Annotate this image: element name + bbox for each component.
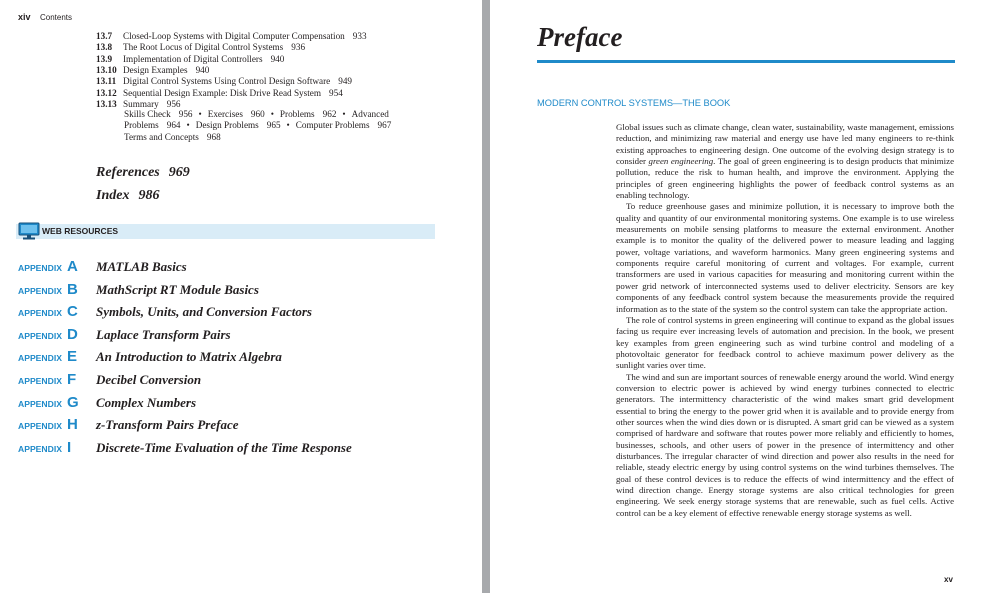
summary-subitem-title: Terms and Concepts xyxy=(124,131,199,142)
bullet-separator: • xyxy=(342,109,346,119)
preface-paragraph-1: Global issues such as climate change, clean water, sustainability, waste management, emissions reduction, and minimizing raw material and energy use have led many engineers to re-think existing approaches to engineering design. One outcome of the evolving design strategy is to consider green engineering. The goal of green engineering is to design products that minimize pollution, reduce the risk to human health, and improve the environment. Applying the principles of green engineering highlights the power of feedback control systems as an enabling technology. xyxy=(616,122,954,201)
appendix-word: APPENDIX xyxy=(18,263,62,273)
appendix-title: MathScript RT Module Basics xyxy=(96,281,259,297)
appendix-item[interactable] xyxy=(0,416,482,434)
appendix-word: APPENDIX xyxy=(18,443,62,454)
appendix-title: Symbols, Units, and Conversion Factors xyxy=(96,304,312,320)
summary-subitem[interactable] xyxy=(124,132,221,142)
header-title: Contents xyxy=(40,13,73,22)
summary-subitem-title: Skills Check xyxy=(124,109,171,119)
page-gutter xyxy=(482,0,490,593)
summary-subitem-title: Problems xyxy=(124,120,159,131)
toc-section-title: The Root Locus of Digital Control Systems xyxy=(123,42,284,53)
toc-references[interactable] xyxy=(96,165,190,181)
header-page-number: xiv xyxy=(18,12,31,22)
appendix-item[interactable] xyxy=(0,371,482,389)
preface-paragraph-4: The wind and sun are important sources of renewable energy around the world. Wind energy conversion to electric power is achieved by wind energy turbines connected to electric generators. The intermittency characteristic of the wind makes smart grid development essential to bring the energy to the power grid when it is available and to provide energy from other sources when the wind dies down or is disrupted. A smart grid can be viewed as a system comprised of hardware and software that routes power more reliably and efficiently to homes, businesses, schools, and other users of power in the presence of intermittency and other disturbances. The irregular character of wind direction and power also results in the need for reliable, steady electric energy by using control systems on the wind turbines themselves. The goal of these control devices is to reduce the effects of wind intermittency and the effect of wind direction change. Energy storage systems are also critical technologies for green engineering. We seek energy storage systems that are renewable, such as fuel cells. Active control can be a key element of effective renewable energy storage systems as well. xyxy=(616,371,954,518)
bullet-separator: • xyxy=(286,120,290,131)
monitor-icon xyxy=(18,222,40,245)
toc-section-title: Implementation of Digital Controllers xyxy=(123,53,263,64)
summary-subitem[interactable] xyxy=(280,109,337,119)
summary-subitem-page: 964 xyxy=(166,120,181,131)
toc-section-page: 940 xyxy=(270,53,285,64)
toc-section-page: 956 xyxy=(166,99,181,110)
appendix-item[interactable] xyxy=(0,281,482,299)
toc-row[interactable] xyxy=(96,54,284,65)
toc-row[interactable] xyxy=(96,88,343,99)
references-page: 969 xyxy=(168,165,190,180)
appendix-title: Decibel Conversion xyxy=(96,372,202,387)
summary-subitem-title: Design Problems xyxy=(195,120,259,131)
appendix-item[interactable] xyxy=(0,258,482,276)
summary-subitem-line xyxy=(124,132,221,143)
appendix-item[interactable] xyxy=(0,394,482,412)
appendix-item[interactable] xyxy=(0,303,482,321)
appendix-title: z-Transform Pairs Preface xyxy=(96,417,239,433)
appendix-letter: D xyxy=(67,325,78,343)
footer-page-number: xv xyxy=(944,575,953,584)
appendix-word: APPENDIX xyxy=(18,376,62,386)
green-engineering-emphasis: green engineering xyxy=(648,156,714,167)
preface-paragraph-2: To reduce greenhouse gases and minimize pollution, it is necessary to improve both the quality and quantity of our environmental monitoring systems. One example is to use wireless measurements on mobile sensing platforms to measure the external environment. Another example is to monitor the quality of the delivered power to measure leading and lagging power, voltage variations, and waveform harmonics. Many green engineering systems and components require careful monitoring of current and voltages. For example, current transformers are used in various capacities for measuring and monitoring current within the power grid network of interconnected systems used to deliver electricity. Sensors are key components of any feedback control system because the measurements provide the required information as to the state of the system so the control system can take the appropriate action. xyxy=(616,201,954,314)
appendix-item[interactable] xyxy=(0,326,482,344)
appendix-word: APPENDIX xyxy=(18,421,62,432)
left-page xyxy=(0,0,482,593)
summary-subitem[interactable] xyxy=(352,109,389,119)
toc-section-title: Closed-Loop Systems with Digital Computer Compensation xyxy=(123,31,345,41)
toc-section-number: 13.12 xyxy=(96,87,117,98)
toc-section-title: Summary xyxy=(123,99,159,110)
appendix-word: APPENDIX xyxy=(18,285,62,296)
toc-section-page: 933 xyxy=(352,31,367,41)
summary-subitem-title: Advanced xyxy=(351,109,389,119)
section-heading: MODERN CONTROL SYSTEMS—THE BOOK xyxy=(537,98,731,108)
appendix-title: MATLAB Basics xyxy=(96,259,187,274)
summary-subitem[interactable] xyxy=(208,109,265,119)
appendix-letter: I xyxy=(67,438,72,456)
appendix-item[interactable] xyxy=(0,348,482,366)
right-page xyxy=(490,0,981,593)
appendix-title: Laplace Transform Pairs xyxy=(96,326,231,342)
toc-section-number: 13.11 xyxy=(96,76,117,87)
toc-section-title: Digital Control Systems Using Control Design Software xyxy=(123,76,331,87)
toc-section-number: 13.8 xyxy=(96,42,113,53)
summary-subitem-title: Exercises xyxy=(207,109,243,119)
summary-subitem[interactable] xyxy=(124,120,181,130)
appendix-letter: G xyxy=(67,393,79,411)
appendix-word: APPENDIX xyxy=(18,330,62,341)
summary-subitem-line xyxy=(124,120,391,131)
toc-index[interactable] xyxy=(96,188,159,204)
references-title: References xyxy=(96,165,160,180)
toc-row[interactable] xyxy=(96,76,352,87)
appendix-letter: A xyxy=(67,258,78,275)
summary-subitem-page: 967 xyxy=(377,120,392,131)
summary-subitem-page: 968 xyxy=(206,131,221,142)
summary-subitem[interactable] xyxy=(196,120,281,130)
appendix-letter: F xyxy=(67,371,77,388)
toc-section-number: 13.9 xyxy=(96,53,113,64)
toc-section-page: 936 xyxy=(291,42,306,53)
bullet-separator: • xyxy=(270,109,274,119)
toc-section-number: 13.7 xyxy=(96,31,113,41)
appendix-word: APPENDIX xyxy=(18,353,62,364)
summary-subitem-page: 960 xyxy=(250,109,265,119)
preface-title: Preface xyxy=(537,22,623,52)
preface-body xyxy=(616,122,954,519)
preface-paragraph-3: The role of control systems in green engineering will continue to expand as the global issues facing us require ever increasing levels of automation and precision. In the book, we present key examples from green engineering such as wind turbine control and modeling of a photovoltaic generator for feedback control to achieve maximum power delivery as the sunlight varies over time. xyxy=(616,314,954,371)
appendix-item[interactable] xyxy=(0,439,482,457)
appendix-word: APPENDIX xyxy=(18,398,62,409)
appendix-letter: C xyxy=(67,303,78,321)
appendix-word: APPENDIX xyxy=(18,308,62,319)
appendix-letter: E xyxy=(67,348,78,366)
toc-section-page: 940 xyxy=(195,65,210,76)
web-resources-bar xyxy=(16,224,435,239)
appendix-title: An Introduction to Matrix Algebra xyxy=(96,349,282,365)
summary-subitem-line xyxy=(124,109,389,120)
summary-subitem-page: 956 xyxy=(178,109,193,119)
toc-row[interactable] xyxy=(96,65,209,76)
preface-title-rule xyxy=(537,60,955,63)
summary-subitem-title: Problems xyxy=(279,109,315,119)
appendix-letter: H xyxy=(67,416,78,434)
summary-subitem-page: 965 xyxy=(266,120,281,131)
summary-subitem-title: Computer Problems xyxy=(295,120,370,131)
toc-section-number: 13.10 xyxy=(96,65,117,76)
bullet-separator: • xyxy=(186,120,190,131)
index-title: Index xyxy=(96,188,130,203)
appendix-letter: B xyxy=(67,280,78,298)
appendix-title: Discrete-Time Evaluation of the Time Response xyxy=(96,439,352,455)
appendix-title: Complex Numbers xyxy=(96,394,197,410)
bullet-separator: • xyxy=(198,109,202,119)
toc-row[interactable] xyxy=(96,31,367,42)
toc-section-page: 954 xyxy=(329,87,343,98)
toc-row[interactable] xyxy=(96,42,305,53)
toc-section-page: 949 xyxy=(338,76,353,87)
toc-section-title: Sequential Design Example: Disk Drive Read System xyxy=(123,87,322,98)
summary-subitem[interactable] xyxy=(296,120,392,130)
web-resources-label: WEB RESOURCES xyxy=(42,226,119,236)
summary-subitem[interactable] xyxy=(124,109,193,119)
index-page: 986 xyxy=(138,188,160,203)
toc-section-number: 13.13 xyxy=(96,99,117,110)
summary-subitem-page: 962 xyxy=(322,109,337,119)
toc-section-title: Design Examples xyxy=(123,65,188,76)
